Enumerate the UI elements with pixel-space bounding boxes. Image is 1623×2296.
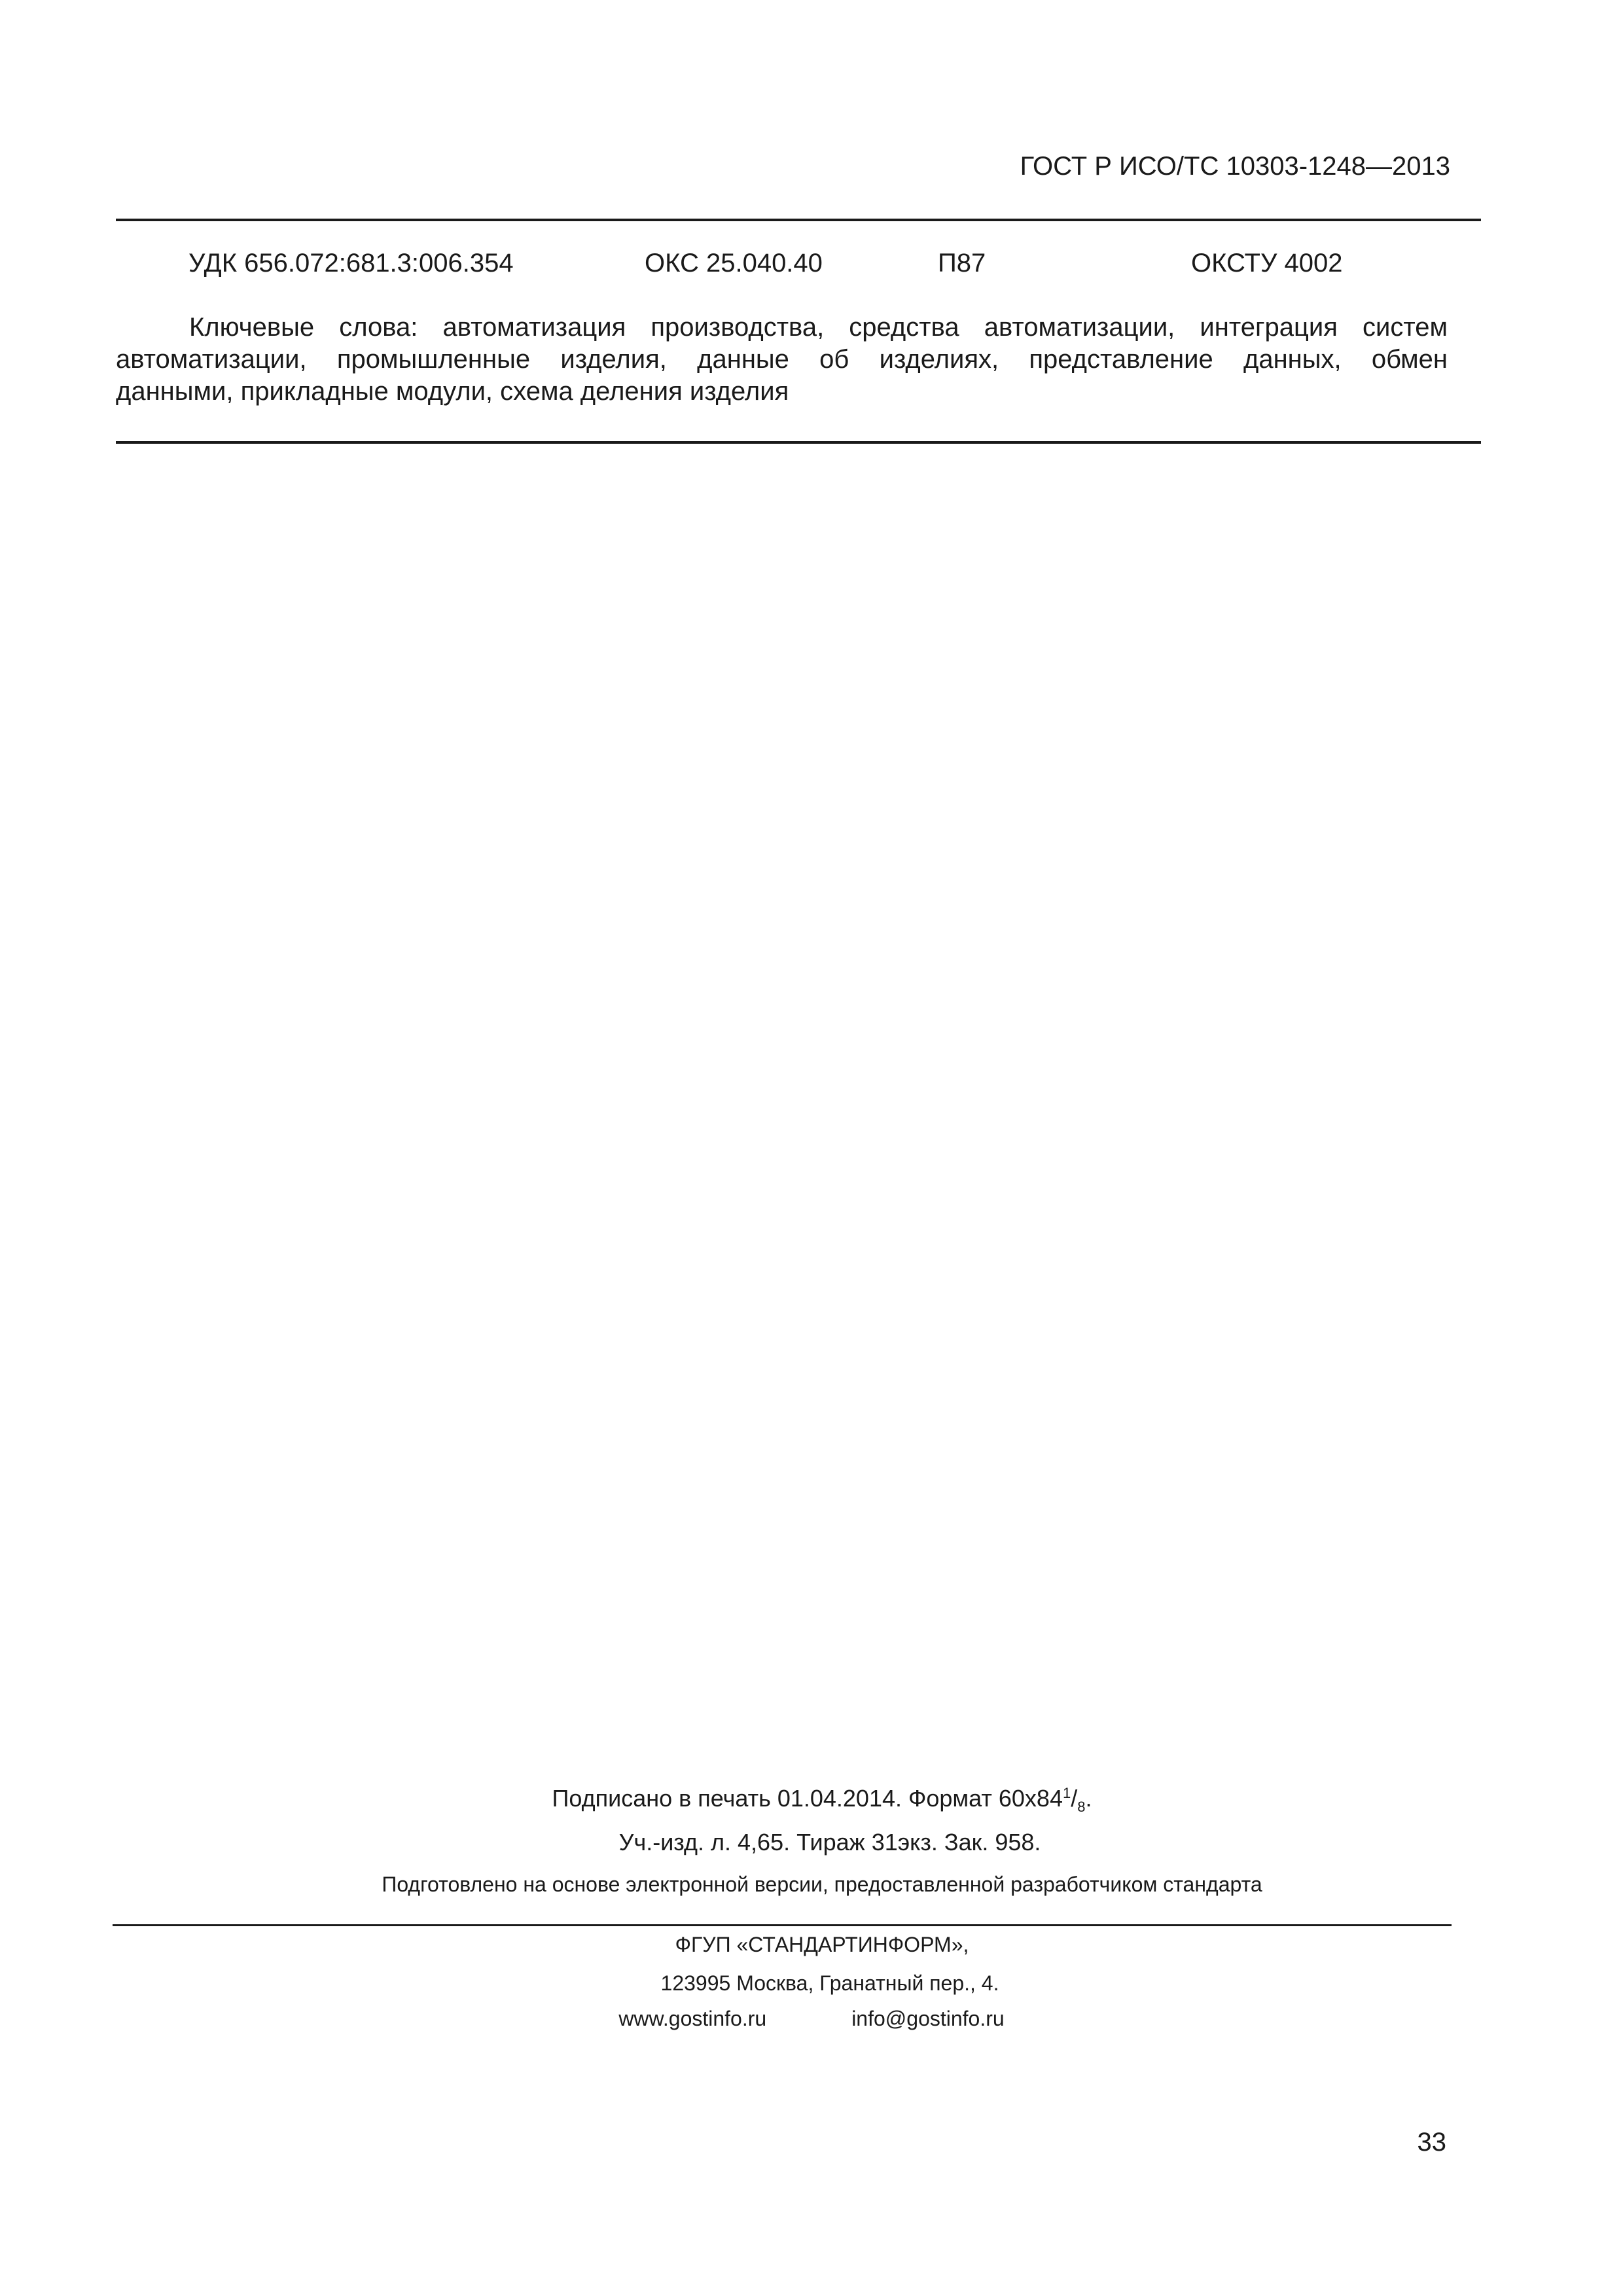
group-code: П87 [938,249,986,278]
format-numerator: 1 [1062,1785,1071,1801]
oks-code: ОКС 25.040.40 [645,249,823,278]
imprint-prepared-note: Подготовлено на основе электронной версии, предоставленной разработчиком стандарта [382,1873,1262,1896]
keywords-divider [116,441,1481,444]
email-link[interactable]: info@gostinfo.ru [851,2007,1005,2030]
top-divider [116,219,1481,221]
website-link[interactable]: www.gostinfo.ru [618,2007,767,2030]
classification-row [0,249,1623,288]
imprint-publisher: ФГУП «СТАНДАРТИНФОРМ», [675,1933,969,1956]
imprint-address: 123995 Москва, Гранатный пер., 4. [660,1971,999,1995]
keywords-line: автоматизации, промышленные изделия, данные об изделиях, представление данных, обмен [116,345,1448,374]
format-slash: / [1071,1785,1078,1812]
format-period: . [1085,1785,1092,1812]
keywords-paragraph [116,312,1448,408]
imprint-divider [113,1924,1452,1926]
imprint-signed-text: Подписано в печать 01.04.2014. Формат 60x84 [552,1785,1063,1812]
imprint-signed-format [10,1785,1623,1816]
imprint-edition: Уч.-изд. л. 4,65. Тираж 31экз. Зак. 958. [618,1829,1041,1856]
format-denominator: 8 [1077,1799,1086,1816]
imprint-contacts [0,2007,1623,2031]
page-number: 33 [1417,2128,1446,2157]
running-header-document-id: ГОСТ Р ИСО/ТС 10303-1248—2013 [1020,152,1450,181]
okstu-code: ОКСТУ 4002 [1191,249,1343,278]
keywords-line: данными, прикладные модули, схема деления изделия [116,377,789,406]
udk-code: УДК 656.072:681.3:006.354 [188,249,514,278]
keywords-line: Ключевые слова: автоматизация производства, средства автоматизации, интеграция систем [189,313,1448,342]
